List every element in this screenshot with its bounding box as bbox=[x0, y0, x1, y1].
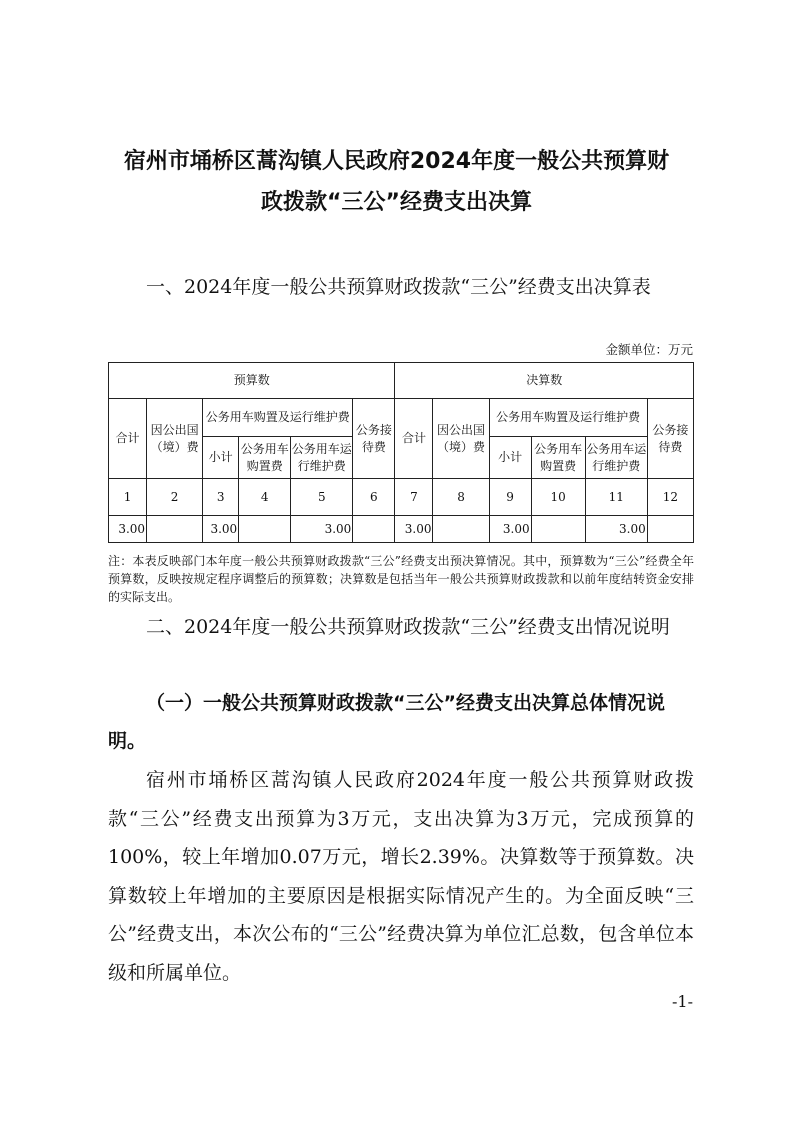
amount-unit-label: 金额单位：万元 bbox=[605, 342, 693, 357]
value-cell bbox=[147, 516, 203, 543]
value-cell: 3.00 bbox=[395, 516, 433, 543]
body-paragraph: 宿州市埇桥区蒿沟镇人民政府2024年度一般公共预算财政拨款“三公”经费支出预算为3万元，支出决算为3万元，完成预算的100%，较上年增加0.07万元，增长2.39%。决算数等于预算数。决算数较上年增加的主要原因是根据实际情况产生的。为全面反映“三公”经费支出，本次公布的“三公”经费决算为单位汇总数，包含单位本级和所属单位。 bbox=[108, 769, 694, 984]
budget-vehicle-operation-header: 公务用车运行维护费 bbox=[291, 437, 353, 479]
value-cell: 3.00 bbox=[109, 516, 147, 543]
col-number: 2 bbox=[147, 479, 203, 516]
budget-abroad-header: 因公出国（境）费 bbox=[147, 399, 203, 479]
three-public-expenses-table bbox=[108, 362, 694, 543]
col-number: 6 bbox=[353, 479, 395, 516]
col-number: 5 bbox=[291, 479, 353, 516]
col-number: 12 bbox=[647, 479, 693, 516]
value-cell: 3.00 bbox=[489, 516, 531, 543]
col-number: 3 bbox=[203, 479, 239, 516]
budget-subtotal-header: 小计 bbox=[203, 437, 239, 479]
final-reception-header: 公务接待费 bbox=[647, 399, 693, 479]
document-title-line-1: 宿州市埇桥区蒿沟镇人民政府2024年度一般公共预算财 bbox=[123, 149, 670, 174]
page-number: -1- bbox=[672, 992, 693, 1011]
document-title-line-2: 政拨款“三公”经费支出决算 bbox=[261, 190, 532, 215]
value-cell bbox=[433, 516, 489, 543]
table-note: 注：本表反映部门本年度一般公共预算财政拨款“三公”经费支出预决算情况。其中，预算数为“三公”经费全年预算数，反映按规定程序调整后的预算数；决算数是包括当年一般公共预算财政拨款和以前年度结转资金安排的实际支出。 bbox=[108, 554, 694, 604]
section-2-heading: 二、2024年度一般公共预算财政拨款“三公”经费支出情况说明 bbox=[146, 616, 670, 638]
final-vehicle-group-header: 公务用车购置及运行维护费 bbox=[489, 399, 647, 437]
final-vehicle-purchase-header: 公务用车购置费 bbox=[531, 437, 585, 479]
value-cell bbox=[239, 516, 291, 543]
section-1-heading: 一、2024年度一般公共预算财政拨款“三公”经费支出决算表 bbox=[146, 276, 651, 298]
value-cell: 3.00 bbox=[203, 516, 239, 543]
budget-header: 预算数 bbox=[109, 363, 395, 399]
value-cell bbox=[647, 516, 693, 543]
value-cell: 3.00 bbox=[291, 516, 353, 543]
final-total-header: 合计 bbox=[395, 399, 433, 479]
value-cell: 3.00 bbox=[585, 516, 647, 543]
final-subtotal-header: 小计 bbox=[489, 437, 531, 479]
final-vehicle-operation-header: 公务用车运行维护费 bbox=[585, 437, 647, 479]
subsection-1-heading: （一）一般公共预算财政拨款“三公”经费支出决算总体情况说明。 bbox=[108, 692, 665, 752]
col-number: 1 bbox=[109, 479, 147, 516]
col-number: 9 bbox=[489, 479, 531, 516]
value-cell bbox=[531, 516, 585, 543]
final-abroad-header: 因公出国（境）费 bbox=[433, 399, 489, 479]
value-row bbox=[109, 516, 694, 543]
final-accounts-header: 决算数 bbox=[395, 363, 694, 399]
value-cell bbox=[353, 516, 395, 543]
col-number: 10 bbox=[531, 479, 585, 516]
budget-reception-header: 公务接待费 bbox=[353, 399, 395, 479]
col-number: 4 bbox=[239, 479, 291, 516]
budget-total-header: 合计 bbox=[109, 399, 147, 479]
budget-vehicle-purchase-header: 公务用车购置费 bbox=[239, 437, 291, 479]
column-number-row bbox=[109, 479, 694, 516]
col-number: 11 bbox=[585, 479, 647, 516]
col-number: 8 bbox=[433, 479, 489, 516]
budget-vehicle-group-header: 公务用车购置及运行维护费 bbox=[203, 399, 353, 437]
col-number: 7 bbox=[395, 479, 433, 516]
